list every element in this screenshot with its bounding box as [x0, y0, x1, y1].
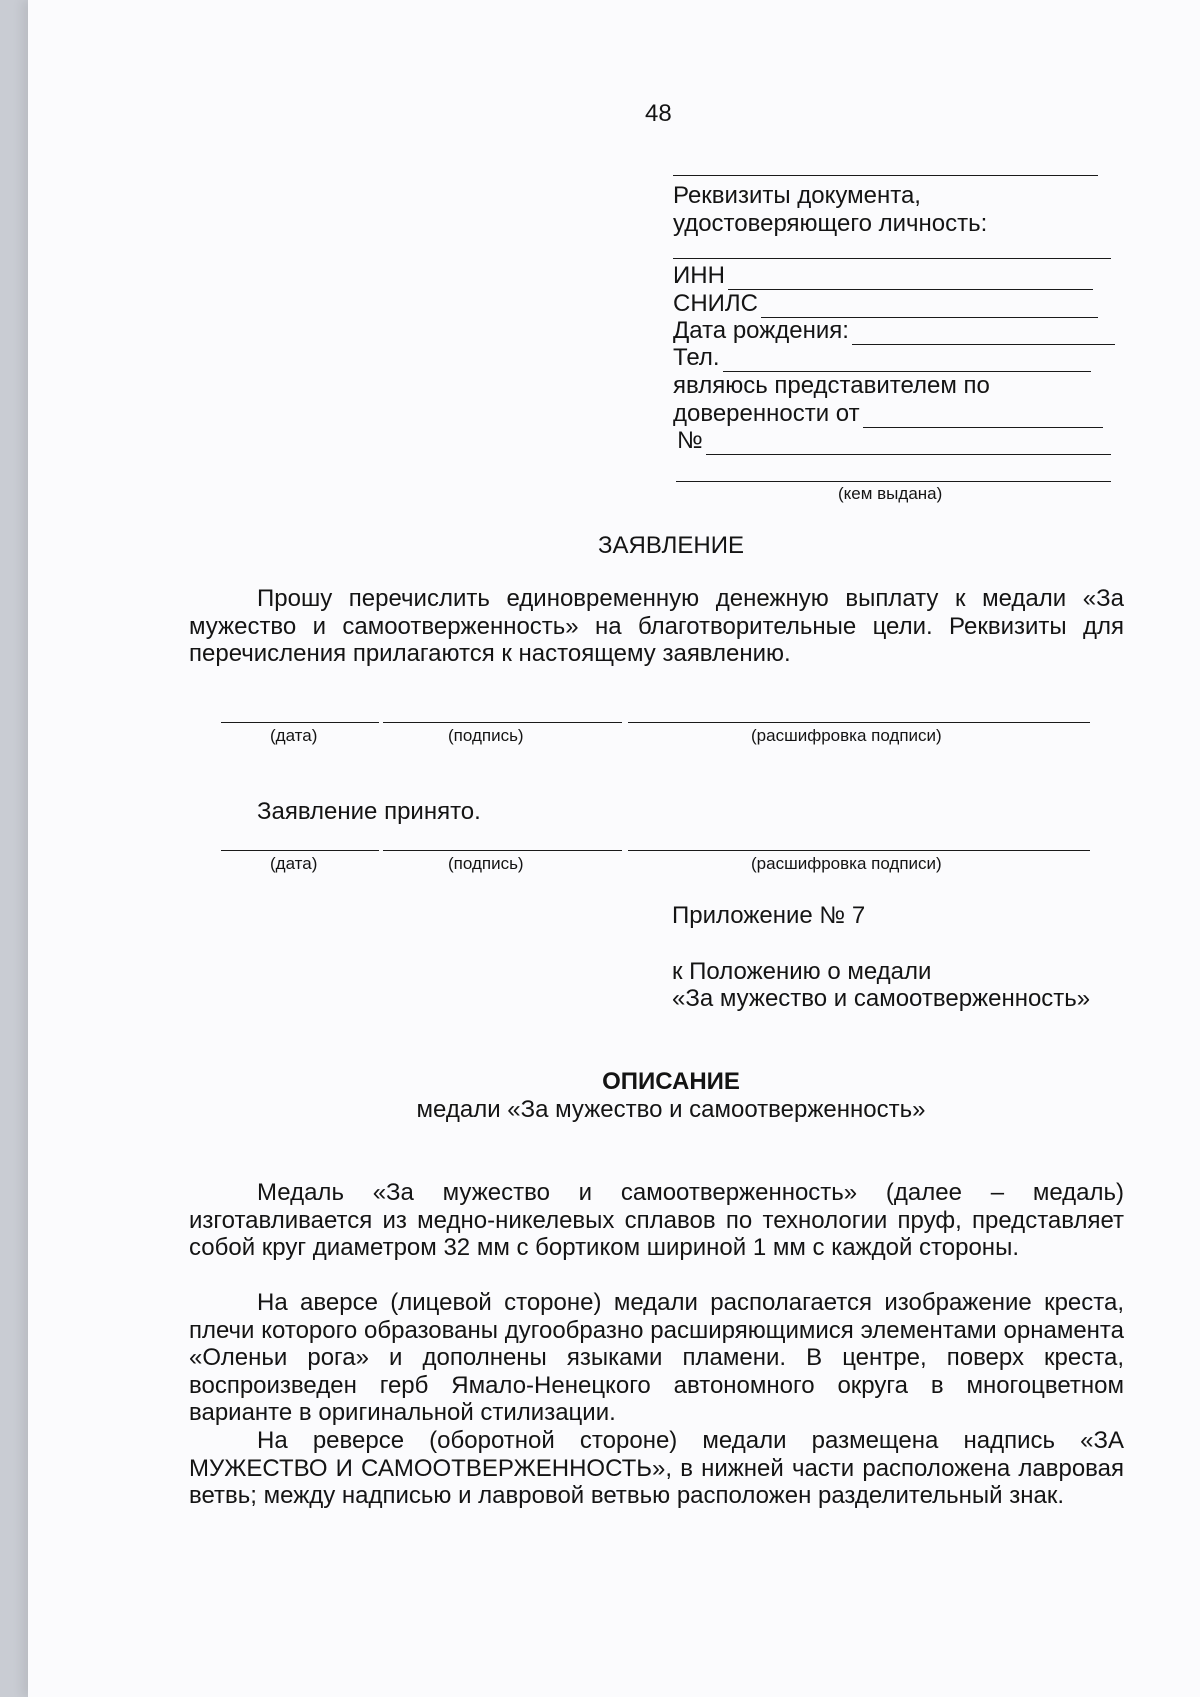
snils-label: СНИЛС — [673, 290, 758, 317]
decode-line-1 — [628, 722, 1090, 723]
accepted-text: Заявление принято. — [257, 798, 481, 825]
signature-line-1 — [383, 722, 622, 723]
page-number: 48 — [645, 100, 672, 127]
representative-label: являюсь представителем по — [673, 372, 990, 399]
birth-row — [673, 317, 1115, 345]
signature-caption-1: (подпись) — [448, 726, 524, 745]
description-paragraph-2: На аверсе (лицевой стороне) медали располагается изображение креста, плечи которого образованы дугообразно расширяющимися элементами орнамента «Оленьи рога» и дополнены языками пламени. В центре, поверх креста, воспроизведен герб Ямало-Ненецкого автономного округа в многоцветном варианте в оригинальной стилизации. — [189, 1289, 1124, 1426]
proxy-date-line — [863, 405, 1103, 428]
snils-line — [761, 295, 1098, 318]
tel-line — [723, 349, 1091, 372]
date-caption-1: (дата) — [270, 726, 318, 745]
date-caption-2: (дата) — [270, 854, 318, 873]
description-paragraph-3: На реверсе (оборотной стороне) медали размещена надпись «ЗА МУЖЕСТВО И САМООТВЕРЖЕННОСТЬ», в нижней части расположена лавровая ветвь; между надписью и лавровой ветвью расположен разделительный знак. — [189, 1427, 1124, 1509]
appendix-line-1: к Положению о медали — [672, 958, 932, 985]
tel-row — [673, 344, 1091, 372]
inn-row — [673, 262, 1093, 290]
number-line — [706, 432, 1111, 455]
signature-line-2 — [383, 850, 622, 851]
description-heading: ОПИСАНИЕ — [602, 1068, 740, 1095]
date-line-2 — [221, 850, 379, 851]
number-label: № — [677, 427, 703, 454]
doc-line — [673, 258, 1111, 259]
doc-label-2: удостоверяющего личность: — [673, 210, 988, 237]
signature-caption-2: (подпись) — [448, 854, 524, 873]
date-line-1 — [221, 722, 379, 723]
statement-title: ЗАЯВЛЕНИЕ — [598, 532, 744, 559]
decode-line-2 — [628, 850, 1090, 851]
birth-label: Дата рождения: — [673, 317, 849, 344]
issuer-line — [676, 481, 1111, 482]
inn-label: ИНН — [673, 262, 725, 289]
doc-label-1: Реквизиты документа, — [673, 182, 921, 209]
birth-line — [852, 322, 1115, 345]
proxy-row — [673, 400, 1103, 428]
inn-line — [728, 267, 1093, 290]
issued-by-caption: (кем выдана) — [838, 484, 943, 503]
proxy-label: доверенности от — [673, 400, 860, 427]
appendix-title: Приложение № 7 — [672, 902, 866, 929]
number-row — [677, 427, 1111, 455]
description-paragraph-1: Медаль «За мужество и самоотверженность» (далее – медаль) изготавливается из медно-никелевых сплавов по технологии пруф, представляет собой круг диаметром 32 мм с бортиком шириной 1 мм с каждой стороны. — [189, 1179, 1124, 1261]
name-line — [673, 175, 1098, 176]
tel-label: Тел. — [673, 344, 720, 371]
appendix-line-2: «За мужество и самоотверженность» — [672, 985, 1091, 1012]
snils-row — [673, 290, 1098, 318]
decode-caption-1: (расшифровка подписи) — [751, 726, 942, 745]
description-subheading: медали «За мужество и самоотверженность» — [416, 1096, 926, 1123]
statement-body: Прошу перечислить единовременную денежную выплату к медали «За мужество и самоотверженность» на благотворительные цели. Реквизиты для перечисления прилагаются к настоящему заявлению. — [189, 585, 1124, 667]
document-page — [28, 0, 1200, 1697]
decode-caption-2: (расшифровка подписи) — [751, 854, 942, 873]
